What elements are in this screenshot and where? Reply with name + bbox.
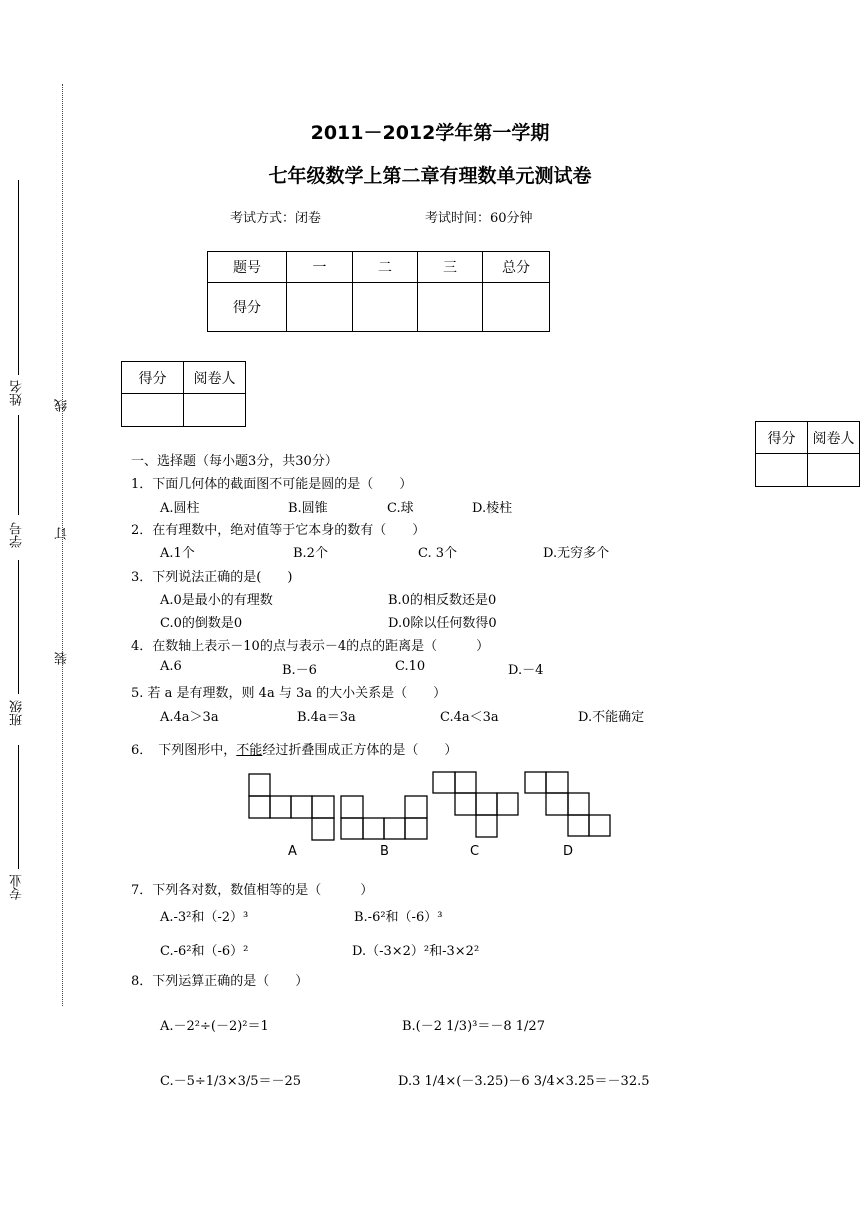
q2-option-a[interactable]: A.1个 — [160, 546, 195, 561]
q2-stem: 2．在有理数中，绝对值等于它本身的数有（ ） — [131, 523, 426, 538]
score-header: 三 — [418, 252, 483, 283]
q8-option-d[interactable]: D.3 1/4×(－3.25)－6 3/4×3.25＝－32.5 — [398, 1074, 650, 1089]
q7-option-d[interactable]: D.（-3×2）²和-3×2² — [352, 944, 480, 959]
q7-option-a[interactable]: A.-3²和（-2）³ — [160, 910, 249, 925]
score-header: 二 — [353, 252, 418, 283]
q6-emphasis: 不能 — [236, 743, 263, 758]
q1-option-a[interactable]: A.圆柱 — [160, 501, 200, 516]
q8-option-b[interactable]: B.(－2 1/3)³＝－8 1/27 — [402, 1019, 545, 1034]
net-label-d: D — [563, 844, 574, 859]
q3-option-c[interactable]: C.0的倒数是0 — [160, 616, 243, 631]
q5-stem: 5. 若 a 是有理数，则 4a 与 3a 的大小关系是（ ） — [131, 686, 447, 701]
q5-option-d[interactable]: D.不能确定 — [578, 710, 645, 725]
bind-mark: 订 — [55, 527, 70, 540]
cube-net-a[interactable] — [249, 774, 334, 840]
q6-post: 经过折叠围成正方体的是（ ） — [262, 743, 458, 758]
q4-option-a[interactable]: A.6 — [160, 659, 182, 674]
q5-option-c[interactable]: C.4a＜3a — [440, 710, 499, 725]
q1-option-c[interactable]: C.球 — [387, 501, 414, 516]
exam-title-year: 2011－2012学年第一学期 — [310, 122, 550, 144]
exam-mode: 考试方式：闭卷 — [230, 211, 322, 226]
q1-option-d[interactable]: D.棱柱 — [472, 501, 513, 516]
grader-score-header: 得分 — [122, 362, 184, 394]
q3-option-d[interactable]: D.0除以任何数得0 — [388, 616, 497, 631]
q4-option-b[interactable]: B.－6 — [282, 663, 317, 678]
line-mark: 线 — [55, 399, 70, 412]
q8-option-a[interactable]: A.－2²÷(－2)²＝1 — [160, 1019, 269, 1034]
fold-mark: 装 — [55, 652, 70, 665]
section-heading: 一、选择题（每小题3分，共30分） — [131, 454, 338, 469]
net-label-a: A — [288, 844, 297, 859]
q3-option-b[interactable]: B.0的相反数还是0 — [388, 593, 497, 608]
q2-option-d[interactable]: D.无穷多个 — [543, 546, 610, 561]
score-header: 一 — [287, 252, 353, 283]
q1-option-b[interactable]: B.圆锥 — [288, 501, 328, 516]
q2-option-c[interactable]: C. 3个 — [418, 546, 458, 561]
q7-option-b[interactable]: B.-6²和（-6）³ — [354, 910, 443, 925]
cube-net-b[interactable] — [341, 796, 427, 839]
q4-stem: 4．在数轴上表示－10的点与表示－4的点的距离是（ ） — [131, 639, 490, 654]
net-label-c: C — [470, 844, 480, 859]
grader-name-header: 阅卷人 — [184, 362, 246, 394]
cube-net-d[interactable] — [525, 772, 610, 836]
name-label: 姓名 — [10, 380, 25, 406]
q3-option-a[interactable]: A.0是最小的有理数 — [160, 593, 273, 608]
student-id-label: 学号 — [10, 522, 25, 548]
score-header: 总分 — [483, 252, 550, 283]
exam-title: 七年级数学上第二章有理数单元测试卷 — [268, 165, 592, 187]
q7-option-c[interactable]: C.-6²和（-6）² — [160, 944, 249, 959]
q1-stem: 1．下面几何体的截面图不可能是圆的是（ ） — [131, 477, 413, 492]
cube-net-c[interactable] — [433, 772, 518, 837]
grader-score-header: 得分 — [756, 422, 808, 454]
net-label-b: B — [380, 844, 389, 859]
grader-name-header: 阅卷人 — [808, 422, 860, 454]
q5-option-b[interactable]: B.4a＝3a — [297, 710, 356, 725]
q3-stem: 3．下列说法正确的是( ) — [131, 570, 293, 585]
score-header: 题号 — [208, 252, 287, 283]
q6-pre: 下列图形中， — [158, 743, 237, 758]
q8-option-c[interactable]: C.－5÷1/3×3/5＝－25 — [160, 1074, 302, 1089]
q4-option-c[interactable]: C.10 — [395, 659, 426, 674]
class-label: 班级 — [10, 700, 25, 726]
q7-stem: 7．下列各对数，数值相等的是（ ） — [131, 883, 374, 898]
major-label: 专业 — [10, 874, 25, 900]
q8-stem: 8．下列运算正确的是（ ） — [131, 974, 309, 989]
q6-number: 6． — [131, 743, 153, 758]
exam-time: 考试时间：60分钟 — [425, 211, 533, 226]
score-row-label: 得分 — [208, 283, 287, 332]
q4-option-d[interactable]: D.－4 — [508, 663, 544, 678]
q2-option-b[interactable]: B.2个 — [293, 546, 328, 561]
q5-option-a[interactable]: A.4a＞3a — [160, 710, 219, 725]
